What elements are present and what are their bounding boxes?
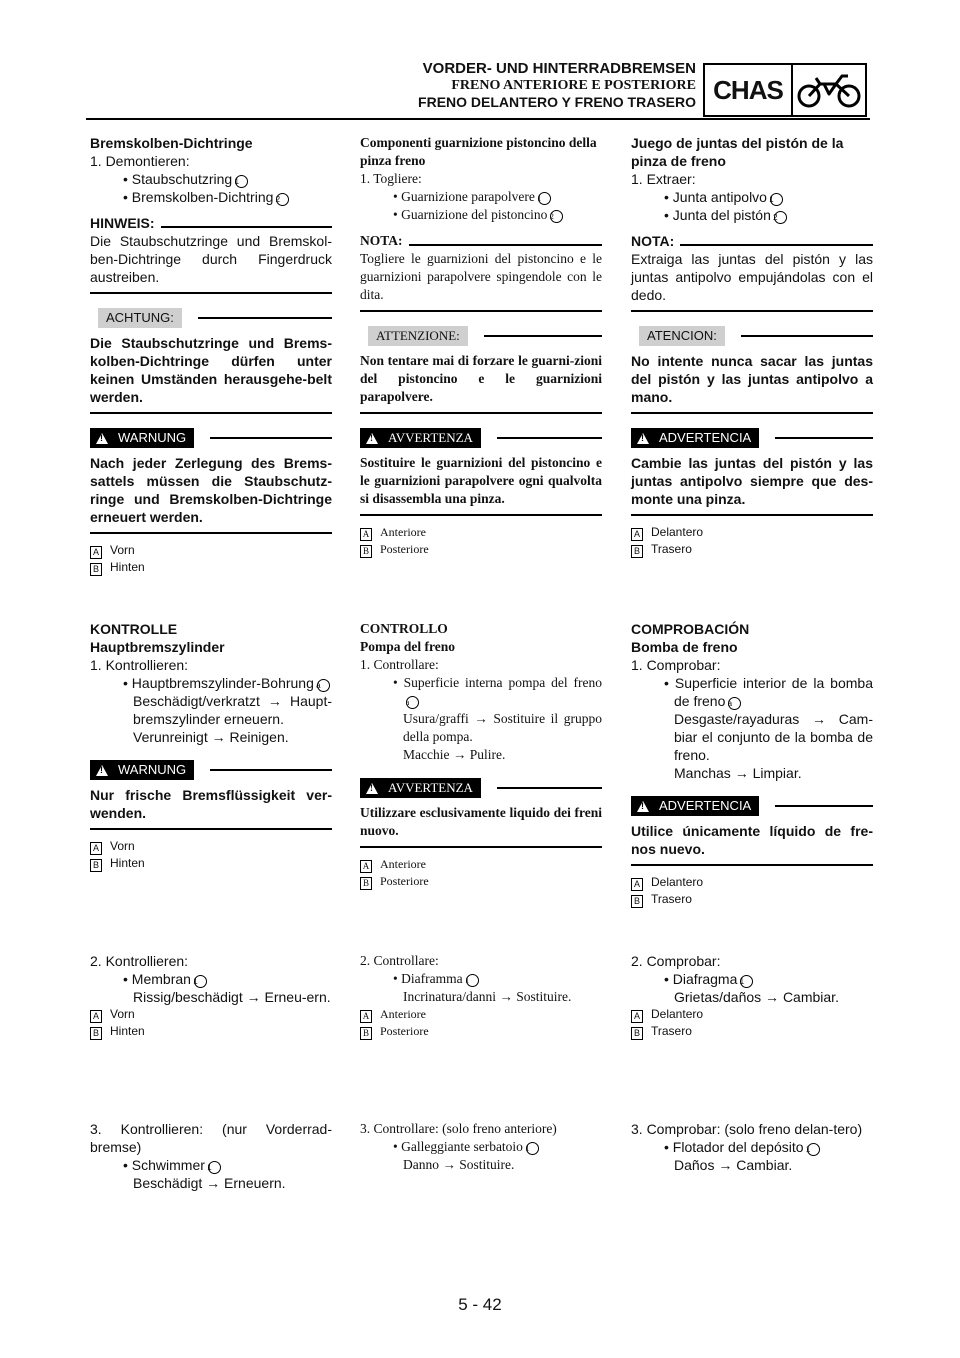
legend-key: A (360, 1010, 372, 1023)
check-result: Beschädigt/verkratzt → Haupt-bremszylinder erneuern. (133, 693, 332, 727)
bullet-item (360, 970, 602, 988)
section-rule (631, 864, 873, 866)
section-subtitle: Pompa del freno (360, 639, 455, 654)
note-text: Togliere le guarnizioni del pistoncino e le guarnizioni parapolvere spingendole con le dita. (360, 251, 602, 302)
legend-key: B (360, 1027, 372, 1040)
section-rule (360, 514, 602, 516)
bullet-text: • Guarnizione del pistoncino (393, 207, 548, 222)
legend-label: Delantero (651, 875, 704, 889)
legend-key: A (90, 1010, 102, 1023)
badge-rule (775, 437, 873, 439)
section-subtitle: Hauptbremszylinder (90, 639, 225, 655)
bullet-item (360, 1138, 602, 1156)
section-badge (703, 63, 867, 117)
warning-label-box (631, 796, 759, 816)
warning-label-box (631, 428, 759, 448)
legend-label: Anteriore (380, 857, 426, 871)
bullet-text: • Superficie interna pompa del freno (393, 675, 602, 690)
section-rule (90, 532, 332, 534)
warning-label: AVVERTENZA (388, 430, 473, 445)
bullet-item (631, 206, 873, 224)
warning-label-box (90, 760, 194, 780)
legend-key: A (360, 528, 372, 541)
section-title: KONTROLLE (90, 621, 178, 637)
bullet-item (360, 674, 602, 710)
legend-item (360, 541, 602, 558)
note-label: HINWEIS: (90, 215, 155, 231)
bullet-text: • Superficie interior de la bomba de freno (664, 675, 873, 709)
caution-label: ATTENZIONE: (368, 326, 468, 346)
step-text: 1. Kontrollieren: (90, 657, 189, 673)
warning-icon (637, 801, 649, 812)
step-text: 2. Controllare: (360, 953, 439, 968)
badge-rule (775, 805, 873, 807)
section-rule (90, 292, 332, 294)
legend-label: Vorn (110, 839, 135, 853)
legend-item (360, 1006, 602, 1023)
badge-rule (198, 317, 332, 319)
legend-label: Posteriore (380, 874, 429, 888)
check-result: Danno → Sostituire. (403, 1157, 515, 1172)
step-text: 1. Controllare: (360, 657, 439, 672)
bullet-text: • Membran (123, 971, 191, 987)
section-rule (360, 846, 602, 848)
legend-key: B (631, 545, 643, 558)
legend-label: Anteriore (380, 525, 426, 539)
check-result: Verunreinigt → Reinigen. (133, 729, 289, 745)
legend-item (90, 1006, 332, 1023)
caution-badge (90, 308, 332, 328)
legend-label: Posteriore (380, 1024, 429, 1038)
legend-key: B (90, 563, 102, 576)
warning-icon (637, 433, 649, 444)
header-title-de: VORDER- UND HINTERRADBREMSEN (422, 60, 696, 77)
warning-icon (96, 765, 108, 776)
check-result: Daños → Cambiar. (674, 1157, 793, 1173)
warning-label: WARNUNG (118, 430, 187, 445)
badge-rule (497, 437, 602, 439)
warning-badge (90, 760, 332, 780)
legend (631, 1006, 873, 1040)
legend-item (631, 524, 873, 541)
section-float (90, 1120, 332, 1192)
section-diaphragm (360, 952, 602, 1040)
section-inspection (90, 620, 332, 872)
badge-rule (741, 335, 873, 337)
page-number: 5 - 42 (458, 1295, 502, 1314)
callout-number: 1 (740, 975, 753, 988)
bullet-item (631, 674, 873, 710)
legend (360, 524, 602, 558)
legend (631, 874, 873, 908)
legend-item (360, 1023, 602, 1040)
legend-key: B (360, 877, 372, 890)
caution-label: ATENCION: (639, 326, 725, 346)
legend-item (90, 855, 332, 872)
bullet-text: • Schwimmer (123, 1157, 205, 1173)
legend-item (631, 541, 873, 558)
bullet-item (90, 188, 332, 206)
legend-label: Trasero (651, 542, 692, 556)
warning-text: Nur frische Bremsflüssigkeit ver-wenden. (90, 787, 332, 821)
legend-item (360, 873, 602, 890)
legend-key: A (90, 842, 102, 855)
bullet-text: • Hauptbremszylinder-Bohrung (123, 675, 314, 691)
section-seals (631, 134, 873, 558)
bullet-item (360, 206, 602, 224)
bullet-item (360, 188, 602, 206)
section-inspection (631, 620, 873, 908)
section-seals (360, 134, 602, 558)
callout-number: 1 (194, 975, 207, 988)
section-rule (90, 828, 332, 830)
legend-label: Trasero (651, 1024, 692, 1038)
warning-label: ADVERTENCIA (659, 430, 752, 445)
legend-label: Delantero (651, 525, 704, 539)
step-text: 2. Kontrollieren: (90, 953, 189, 969)
step-text: 1. Demontieren: (90, 153, 190, 169)
section-rule (360, 310, 602, 312)
step-text: 1. Extraer: (631, 171, 696, 187)
check-result: Rissig/beschädigt → Erneu-ern. (133, 989, 331, 1005)
warning-badge (631, 428, 873, 448)
legend (631, 524, 873, 558)
legend-key: A (90, 546, 102, 559)
legend-item (90, 559, 332, 576)
note-label: NOTA: (631, 233, 675, 249)
note-heading (631, 232, 873, 250)
legend (360, 856, 602, 890)
section-title: CONTROLLO (360, 621, 448, 636)
section-diaphragm (90, 952, 332, 1040)
warning-label-box (90, 428, 194, 448)
page-header (370, 60, 696, 111)
warning-badge (360, 428, 602, 448)
legend (90, 838, 332, 872)
caution-text: Non tentare mai di forzare le guarni-zioni del pistoncino e le guarnizioni parapolvere. (360, 353, 602, 404)
legend-item (90, 1023, 332, 1040)
header-title-es: FRENO DELANTERO Y FRENO TRASERO (418, 94, 696, 110)
check-result: Desgaste/rayaduras → Cam-biar el conjunto de la bomba de freno. (674, 711, 873, 763)
bullet-text: • Bremskolben-Dichtring (123, 189, 274, 205)
warning-label-box (360, 778, 481, 798)
legend-label: Hinten (110, 856, 145, 870)
legend-label: Vorn (110, 543, 135, 557)
warning-label: WARNUNG (118, 762, 187, 777)
section-float (631, 1120, 873, 1174)
bullet-text: • Staubschutzring (123, 171, 233, 187)
legend-key: A (631, 528, 643, 541)
legend-label: Hinten (110, 1024, 145, 1038)
legend-key: A (631, 878, 643, 891)
bullet-text: • Diafragma (664, 971, 738, 987)
callout-number: a (317, 679, 330, 692)
legend-item (631, 1023, 873, 1040)
caution-label: ACHTUNG: (98, 308, 182, 328)
step-text: 2. Comprobar: (631, 953, 721, 969)
badge-rule (210, 437, 332, 439)
section-subtitle: Bomba de freno (631, 639, 738, 655)
step-text: 3. Controllare: (solo freno anteriore) (360, 1121, 557, 1136)
note-rule (161, 226, 332, 228)
section-rule (360, 412, 602, 414)
warning-label: AVVERTENZA (388, 780, 473, 795)
legend-label: Vorn (110, 1007, 135, 1021)
note-text: Die Staubschutzringe und Bremskol-ben-Dichtringe durch Fingerdruck austreiben. (90, 233, 332, 285)
legend-label: Anteriore (380, 1007, 426, 1021)
step-text: 1. Comprobar: (631, 657, 721, 673)
bullet-text: • Guarnizione parapolvere (393, 189, 535, 204)
note-label: NOTA: (360, 233, 403, 248)
section-inspection (360, 620, 602, 890)
bullet-item (631, 188, 873, 206)
callout-number: 2 (550, 210, 563, 223)
callout-number: 1 (770, 193, 783, 206)
callout-number: 1 (208, 1161, 221, 1174)
section-rule (631, 514, 873, 516)
warning-label: ADVERTENCIA (659, 798, 752, 813)
legend-key: A (360, 860, 372, 873)
callout-number: 2 (276, 193, 289, 206)
legend (360, 1006, 602, 1040)
legend-key: B (90, 859, 102, 872)
header-rule (86, 118, 870, 120)
legend-item (631, 874, 873, 891)
section-diaphragm (631, 952, 873, 1040)
bullet-item (90, 970, 332, 988)
section-rule (631, 310, 873, 312)
check-result: Incrinatura/danni → Sostituire. (403, 989, 572, 1004)
section-float (360, 1120, 602, 1174)
motorcycle-icon (793, 65, 865, 115)
warning-label-box (360, 428, 481, 448)
caution-badge (631, 326, 873, 346)
warning-text: Utilice únicamente líquido de fre-nos nuevo. (631, 823, 873, 857)
bullet-item (631, 1138, 873, 1156)
callout-number: 1 (235, 175, 248, 188)
callout-number: a (728, 697, 741, 710)
warning-badge (90, 428, 332, 448)
callout-number: 1 (526, 1142, 539, 1155)
step-text: 3. Comprobar: (solo freno delan-tero) (631, 1121, 863, 1137)
section-title: Juego de juntas del pistón de la pinza de freno (631, 135, 844, 169)
step-text: 3. Kontrollieren: (nur Vorderrad-bremse) (90, 1121, 332, 1155)
note-text: Extraiga las juntas del pistón y las juntas antipolvo empujándolas con el dedo. (631, 251, 873, 303)
note-heading (90, 214, 332, 232)
bullet-item (90, 674, 332, 692)
legend-key: B (631, 1027, 643, 1040)
bullet-text: • Flotador del depósito (664, 1139, 804, 1155)
legend-key: A (631, 1010, 643, 1023)
section-seals (90, 134, 332, 576)
warning-icon (96, 433, 108, 444)
section-rule (631, 412, 873, 414)
badge-rule (484, 335, 602, 337)
section-rule (90, 412, 332, 414)
bullet-text: • Junta antipolvo (664, 189, 767, 205)
check-result: Macchie → Pulire. (403, 747, 506, 762)
caution-text: No intente nunca sacar las juntas del pistón y las juntas antipolvo a mano. (631, 353, 873, 405)
note-heading (360, 232, 602, 250)
badge-rule (210, 769, 332, 771)
badge-rule (497, 787, 602, 789)
check-result: Usura/graffi → Sostituire il gruppo della pompa. (403, 711, 602, 744)
caution-text: Die Staubschutzringe und Brems-kolben-Dichtringe dürfen unter keinen Umständen herausgehe-belt werden. (90, 335, 332, 405)
check-result: Grietas/daños → Cambiar. (674, 989, 839, 1005)
legend-label: Posteriore (380, 542, 429, 556)
warning-text: Utilizzare esclusivamente liquido dei freni nuovo. (360, 805, 602, 838)
callout-number: 1 (466, 974, 479, 987)
bullet-text: • Galleggiante serbatoio (393, 1139, 523, 1154)
bullet-text: • Diaframma (393, 971, 463, 986)
warning-badge (631, 796, 873, 816)
legend (90, 1006, 332, 1040)
warning-text: Sostituire le guarnizioni del pistoncino e le guarnizioni parapolvere ogni qualvolta si disassembla una pinza. (360, 455, 602, 506)
note-rule (680, 244, 873, 246)
check-result: Beschädigt → Erneuern. (133, 1175, 286, 1191)
warning-text: Nach jeder Zerlegung des Brems-sattels müssen die Staubschutz-ringe und Bremskolben-Dichtringe erneuert werden. (90, 455, 332, 525)
header-title-it: FRENO ANTERIORE E POSTERIORE (451, 78, 696, 93)
callout-number: 1 (807, 1143, 820, 1156)
warning-icon (366, 433, 378, 444)
legend-item (90, 838, 332, 855)
legend-label: Trasero (651, 892, 692, 906)
bullet-item (90, 1156, 332, 1174)
legend-item (90, 542, 332, 559)
warning-icon (366, 783, 378, 794)
section-title: COMPROBACIÓN (631, 621, 750, 637)
legend (90, 542, 332, 576)
step-text: 1. Togliere: (360, 171, 422, 186)
legend-item (360, 856, 602, 873)
section-badge-label: CHAS (705, 65, 793, 115)
legend-item (360, 524, 602, 541)
callout-number: a (406, 696, 419, 709)
callout-number: 2 (774, 211, 787, 224)
warning-text: Cambie las juntas del pistón y las juntas antipolvo siempre que des-monte una pinza. (631, 455, 873, 507)
legend-key: B (360, 545, 372, 558)
check-result: Manchas → Limpiar. (674, 765, 802, 781)
legend-label: Hinten (110, 560, 145, 574)
bullet-text: • Junta del pistón (664, 207, 771, 223)
legend-item (631, 1006, 873, 1023)
legend-key: B (631, 895, 643, 908)
legend-item (631, 891, 873, 908)
warning-badge (360, 778, 602, 798)
callout-number: 1 (538, 192, 551, 205)
caution-badge (360, 326, 602, 346)
section-title: Bremskolben-Dichtringe (90, 135, 253, 151)
legend-key: B (90, 1027, 102, 1040)
legend-label: Delantero (651, 1007, 704, 1021)
note-rule (409, 244, 603, 246)
section-title: Componenti guarnizione pistoncino della pinza freno (360, 135, 597, 168)
bullet-item (90, 170, 332, 188)
bullet-item (631, 970, 873, 988)
